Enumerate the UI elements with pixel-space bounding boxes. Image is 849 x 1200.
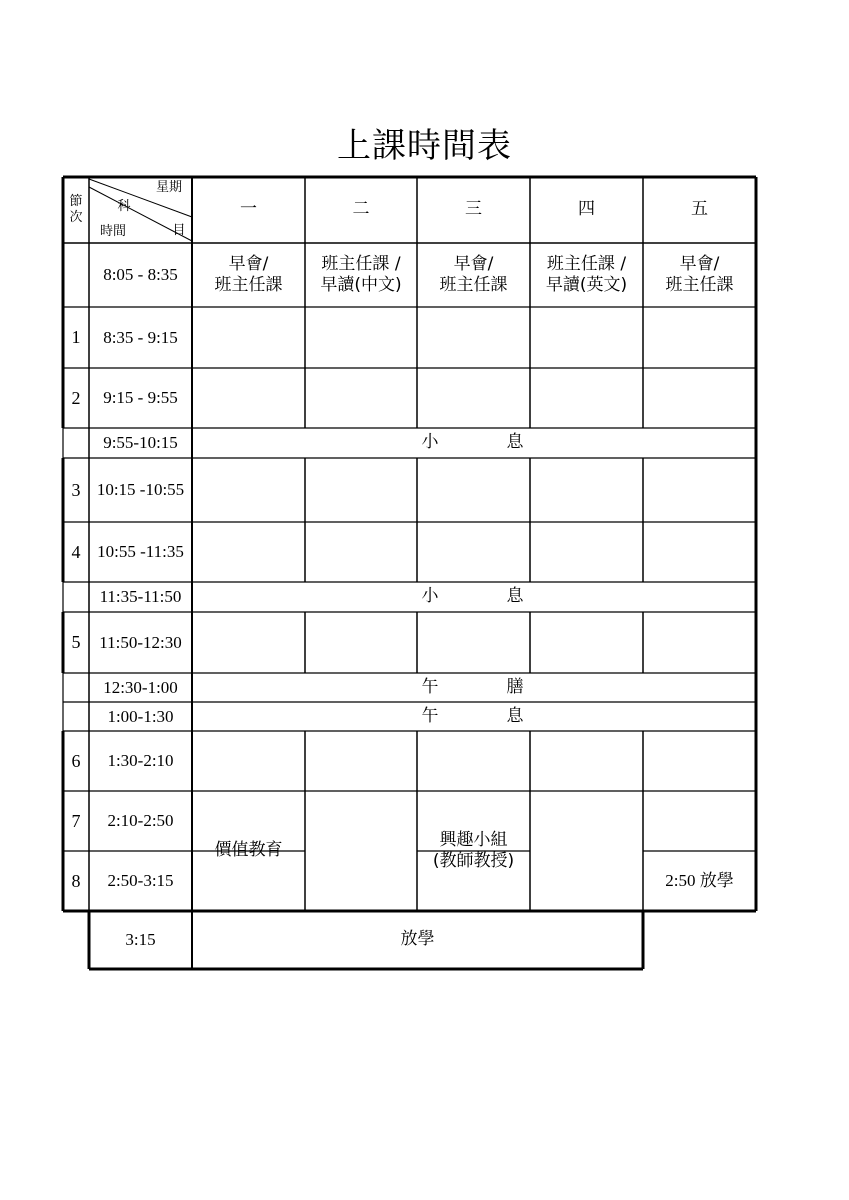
friday-dismissal-cell: 2:50 放學 xyxy=(665,871,734,891)
period-header: 節 次 xyxy=(69,193,83,225)
corner-weekday-label: 星期 xyxy=(155,179,182,195)
break-label: 小 xyxy=(421,432,439,453)
break-time: 11:35-11:50 xyxy=(99,587,182,607)
morning-cell-2: 班主任課 / 早讀(中文) xyxy=(320,253,402,295)
period-number: 1 xyxy=(71,327,81,348)
break-time: 9:55-10:15 xyxy=(103,433,178,453)
period-number: 6 xyxy=(71,750,81,771)
period-time: 8:35 - 9:15 xyxy=(103,327,178,347)
period-time: 2:10-2:50 xyxy=(107,811,174,831)
break-time: 1:00-1:30 xyxy=(107,706,174,726)
period-time: 1:30-2:10 xyxy=(107,751,174,771)
period-number: 2 xyxy=(71,387,81,408)
morning-cell-4: 班主任課 / 早讀(英文) xyxy=(545,253,628,295)
period-time: 11:50-12:30 xyxy=(99,632,182,652)
morning-cell-5: 早會/ 班主任課 xyxy=(665,253,734,295)
period-number: 7 xyxy=(71,810,81,831)
day-header-2: 二 xyxy=(352,199,370,220)
period-time: 2:50-3:15 xyxy=(107,871,174,891)
morning-cell-3: 早會/ 班主任課 xyxy=(439,253,508,295)
corner-time-label: 時間 xyxy=(99,223,126,239)
day-header-3: 三 xyxy=(465,199,482,220)
period-time: 9:15 - 9:55 xyxy=(103,388,178,408)
dismissal-time: 3:15 xyxy=(125,930,156,950)
period-time: 10:55 -11:35 xyxy=(97,542,184,562)
break-label: 息 xyxy=(506,432,524,453)
corner-subject-label: 科 xyxy=(117,198,131,214)
period-time: 10:15 -10:55 xyxy=(96,480,185,500)
interest-group-cell: 興趣小組 (教師教授) xyxy=(432,829,515,871)
morning-cell-1: 早會/ 班主任課 xyxy=(214,253,283,295)
values-education-cell: 價值教育 xyxy=(214,840,283,861)
dismissal-label: 放學 xyxy=(400,929,435,950)
break-label: 息 xyxy=(506,705,524,726)
period-number: 5 xyxy=(71,632,81,653)
page-title: 上課時間表 xyxy=(337,126,512,166)
break-label: 小 xyxy=(421,586,439,607)
period-number: 8 xyxy=(71,870,81,891)
corner-subject-label-2: 目 xyxy=(172,222,186,238)
period-number: 3 xyxy=(71,479,81,500)
day-header-1: 一 xyxy=(240,199,257,220)
break-label: 午 xyxy=(421,676,439,697)
break-label: 午 xyxy=(421,705,439,726)
break-label: 息 xyxy=(506,586,524,607)
break-label: 膳 xyxy=(506,676,524,697)
morning-time: 8:05 - 8:35 xyxy=(103,265,178,285)
period-number: 4 xyxy=(71,541,81,562)
day-header-5: 五 xyxy=(691,199,708,220)
break-time: 12:30-1:00 xyxy=(103,677,178,697)
day-header-4: 四 xyxy=(578,199,595,220)
